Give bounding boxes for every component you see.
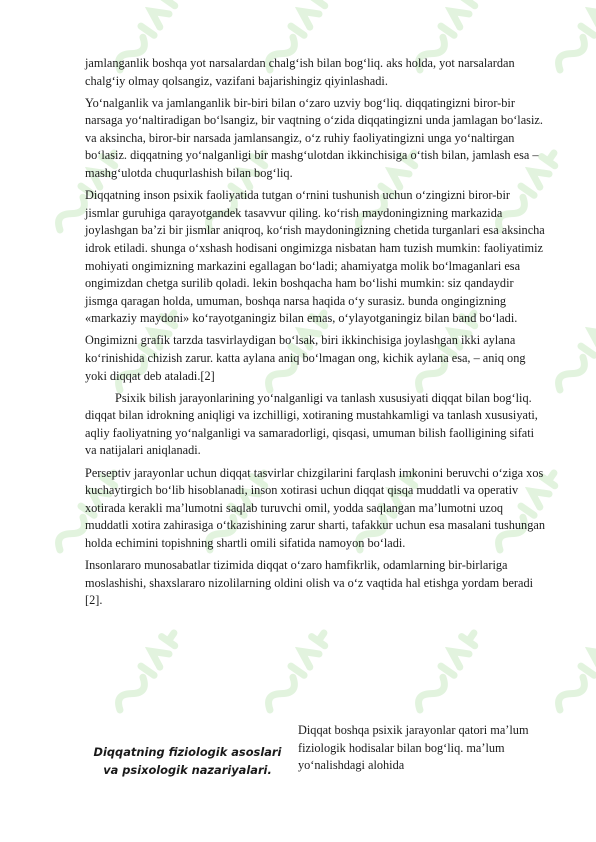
- paragraph: Yo‘nalganlik va jamlanganlik bir-biri bilan o‘zaro uzviy bog‘liq. diqqatingizni biror-bir narsaga yo‘naltiradigan bo‘lsangiz, bir vaqtning o‘zida diqqatingizni unda jamlagan bo‘lasiz. va aksincha, biror-bir narsada jamlansangiz, o‘z ruhiy faoliyatingizni unga yo‘naltirgan bo‘lasiz. diqqatning yo‘nalganligi bir mashg‘ulotdan ikkinchisiga o‘tish bilan, jamlash esa – mashg‘ulotda chuqurlashish bilan bog‘liq.: [85, 95, 543, 181]
- paragraph: Ongimizni grafik tarzda tasvirlaydigan bo‘lsak, biri ikkinchisiga joylashgan ikki aylana ko‘rinishida chizish zarur. katta aylana aniq bo‘lmagan ong, kichik aylana esa, – aniq ong yoki diqqat deb ataladi.[2]: [85, 333, 526, 383]
- paragraph: Psixik bilish jarayonlarining yo‘nalganligi va tanlash xususiyati diqqat bilan bog‘liq. diqqat bilan idrokning aniqligi va izchilligi, xotiraning mustahkamligi va tanlash xususiyati, aqliy faoliyatning yo‘nalganligi va samaradorligi, qisqasi, umuman bilish faolligining sifati va natijalari aniqlanadi.: [85, 390, 538, 458]
- watermark-glyph: [263, 628, 330, 714]
- body-text: [85, 55, 545, 614]
- watermark-glyph: [553, 308, 596, 394]
- section-heading: Diqqatning fiziologik asoslari va psixologik nazariyalari.: [93, 745, 282, 777]
- paragraph: jamlanganlik boshqa yot narsalardan chalg‘ish bilan bog‘liq. aks holda, yot narsalardan chalg‘iy olmay qolsangiz, vazifani bajarishingiz qiyinlashadi.: [85, 56, 515, 88]
- side-paragraph: Diqqat boshqa psixik jarayonlar qatori ma’lum fiziologik hodisalar bilan bog‘liq. ma’lum yo‘nalishdagi alohida: [298, 723, 529, 773]
- watermark-glyph: [553, 628, 596, 714]
- paragraph: Diqqatning inson psixik faoliyatida tutgan o‘rnini tushunish uchun o‘zingizni biror-bir jismlar guruhiga qarayotgandek tasavvur qiling. ko‘rish maydoningizning markazida joylashgan ba’zi bir jismlar aniqroq, ko‘rish maydoningizning chetida turganlari esa aksincha idrok etiladi. shunga o‘xshash hodisani ongimizga nisbatan ham tuzish mumkin: faoliyatimiz mohiyati ongimizning markazini egallagan bo‘ladi; ahamiyatga molik bo‘lmaganlari esa ongimizdan chetga surilib qoladi. lekin boshqacha ham bo‘lishi mumkin: siz qandaydir jismga qaragan holda, umuman, boshqa narsa haqida o‘y surasiz. bunda ongingizning «markaziy maydoni» ko‘rayotganingiz bilan emas, o‘ylayotganingiz bilan band bo‘ladi.: [85, 188, 545, 326]
- paragraph: Insonlararo munosabatlar tizimida diqqat o‘zaro hamfikrlik, odamlarning bir-birlariga moslashishi, shaxslararo nizolilarning oldini olish va o‘z vaqtida hal etishga yordam beradi [2].: [85, 558, 534, 608]
- watermark-glyph: [553, 0, 596, 75]
- paragraph: Perseptiv jarayonlar uchun diqqat tasvirlar chizgilarini farqlash imkonini beruvchi o‘ziga xos kuchaytirgich bo‘lib hisoblanadi, inson xotirasi uchun diqqat qisqa muddatli va operativ xotirada kerakli ma’lumotni saqlab turuvchi omil, yodda saqlangan ma’lumotni uzoq muddatli xotira zahirasiga o‘tkazishining zarur sharti, tafakkur uchun esa masalani tushungan holda echimini topishning shartli omili sifatida namoyon bo‘ladi.: [85, 465, 545, 550]
- watermark-glyph: [113, 628, 180, 714]
- watermark-glyph: [413, 628, 480, 714]
